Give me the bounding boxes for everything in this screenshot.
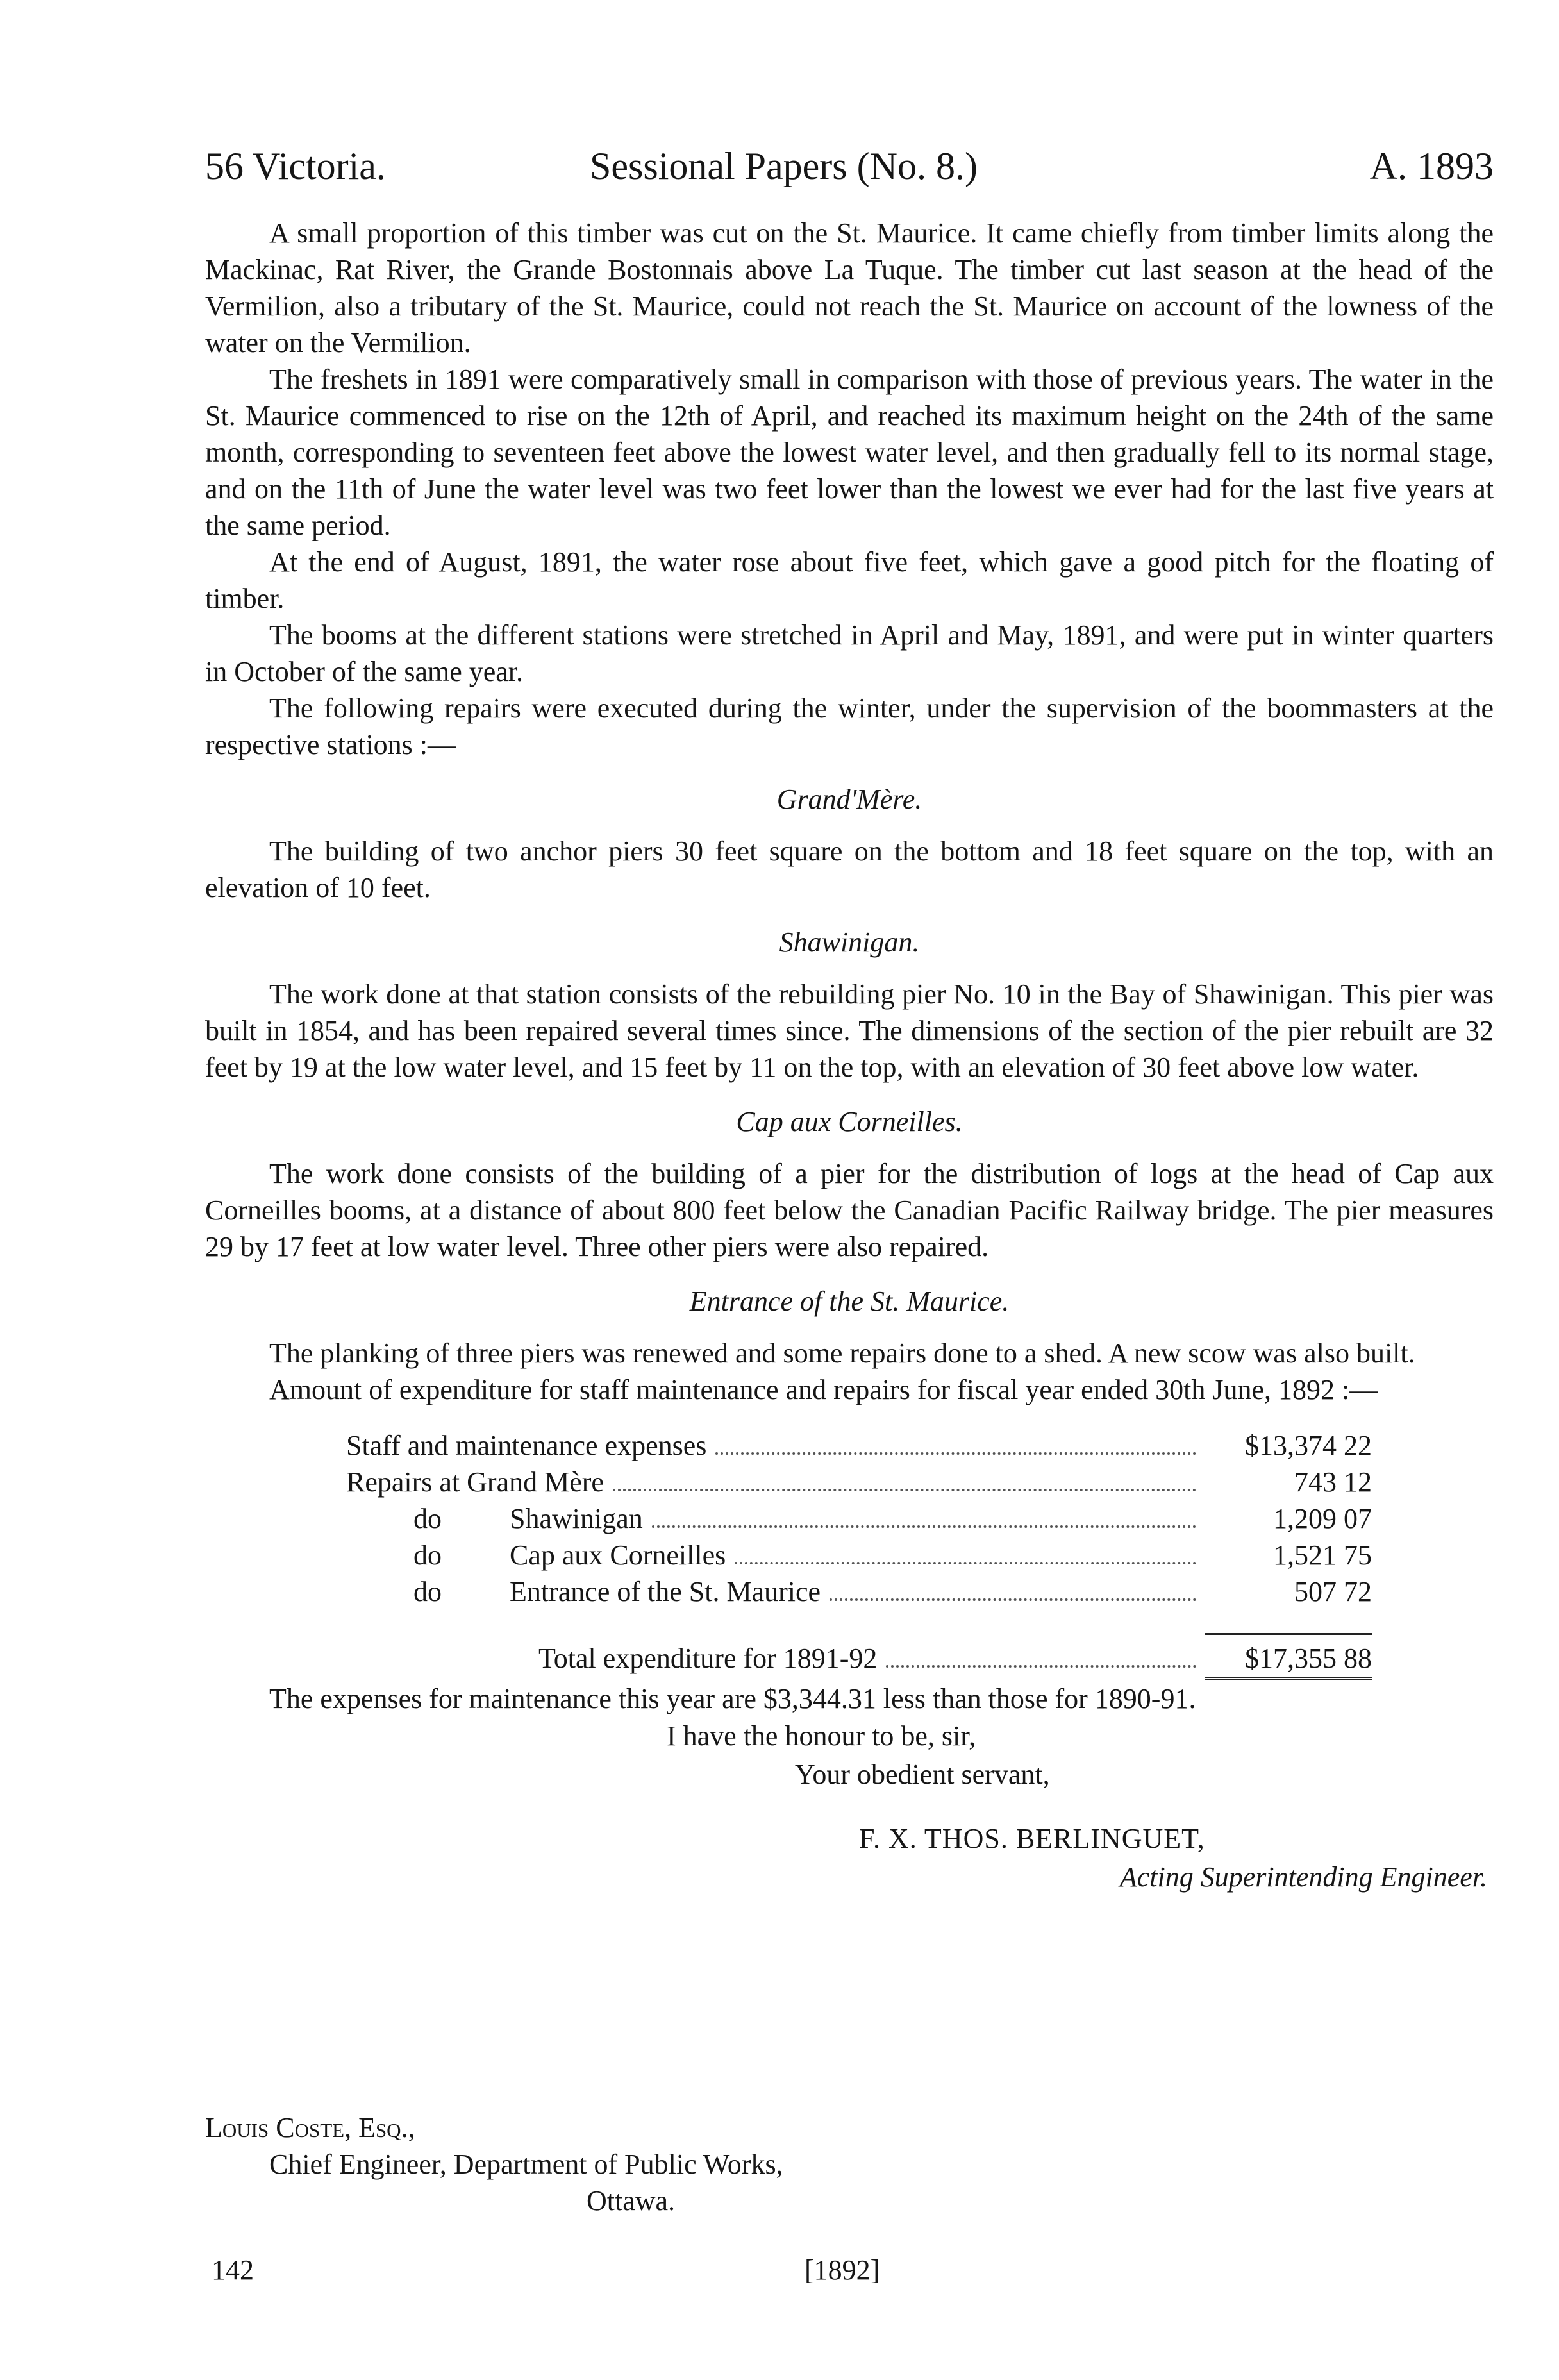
section-heading-shawinigan: Shawinigan.: [779, 926, 920, 958]
row-amount: 1,521 75: [1273, 1539, 1372, 1571]
ditto-mark: do: [413, 1576, 442, 1607]
leader-dots: [652, 1525, 1196, 1528]
section-heading-cap-aux-corneilles: Cap aux Corneilles.: [736, 1106, 963, 1137]
section-text-shawinigan: The work done at that station consists of the rebuilding pier No. 10 in the Bay of Shawinigan. This pier was built in 1854, and has been repaired several times since. The dimensions of the section of the pier rebuilt are 32 feet by 19 at the low water level, and 15 feet by 11 on the top, with an elevation of 30 feet above low water.: [205, 978, 1494, 1083]
paragraph: At the end of August, 1891, the water rose about five feet, which gave a good pitch for the floating of timber.: [205, 546, 1494, 614]
table-row: [346, 1537, 1372, 1573]
total-label: Total expenditure for 1891-92: [538, 1643, 878, 1674]
signature-title: Acting Superintending Engineer.: [1119, 1861, 1487, 1893]
addressee-block: [205, 2109, 783, 2219]
table-row: [346, 1500, 1372, 1537]
row-label: Shawinigan: [510, 1503, 643, 1534]
leader-dots: [715, 1452, 1196, 1455]
addressee-city: Ottawa.: [587, 2185, 676, 2217]
section-text-entrance: The planking of three piers was renewed and some repairs done to a shed. A new scow was also built.: [269, 1337, 1415, 1369]
table-row: [346, 1427, 1372, 1464]
row-label: Staff and maintenance expenses: [346, 1430, 707, 1461]
ditto-mark: do: [413, 1503, 442, 1534]
closing-salutation: I have the honour to be, sir,: [667, 1720, 976, 1752]
leader-dots: [735, 1562, 1196, 1564]
leader-dots: [886, 1665, 1196, 1668]
row-label: Repairs at Grand Mère: [346, 1466, 604, 1498]
header-volume: 56 Victoria.: [205, 145, 386, 187]
expenditure-table: [346, 1427, 1372, 1680]
row-amount: 743 12: [1294, 1466, 1372, 1498]
expenditure-intro: Amount of expenditure for staff maintenance and repairs for fiscal year ended 30th June, 1892 :—: [269, 1374, 1378, 1405]
total-row: [346, 1624, 1372, 1680]
page-number: 142: [212, 2254, 254, 2286]
addressee-name: Louis Coste, Esq.,: [205, 2112, 415, 2143]
row-label: Cap aux Corneilles: [510, 1539, 726, 1571]
header-year: A. 1893: [1369, 145, 1494, 187]
table-row: [346, 1573, 1372, 1610]
running-header: [205, 144, 1494, 196]
closing-servant: Your obedient servant,: [795, 1759, 1050, 1790]
closing-block: [205, 1717, 1494, 1897]
section-text-grand-mere: The building of two anchor piers 30 feet square on the bottom and 18 feet square on the top, with an elevation of 10 feet.: [205, 835, 1494, 903]
total-amount: $17,355 88: [1205, 1633, 1372, 1680]
section-text-cap-aux-corneilles: The work done consists of the building of a pier for the distribution of logs at the head of Cap aux Corneilles booms, at a distance of about 800 feet below the Canadian Pacific Railway bridge. The pier measures 29 by 17 feet at low water level. Three other piers were also repaired.: [205, 1158, 1494, 1262]
paragraph: A small proportion of this timber was cut on the St. Maurice. It came chiefly from timber limits along the Mackinac, Rat River, the Grande Bostonnais above La Tuque. The timber cut last season at the head of the Vermilion, also a tributary of the St. Maurice, could not reach the St. Maurice on account of the lowness of the water on the Vermilion.: [205, 217, 1494, 358]
footer-year: [1892]: [805, 2254, 880, 2286]
paragraph: The following repairs were executed during the winter, under the supervision of the boommasters at the respective stations :—: [205, 692, 1494, 760]
maintenance-note: The expenses for maintenance this year are $3,344.31 less than those for 1890-91.: [269, 1683, 1196, 1714]
leader-dots: [613, 1489, 1196, 1491]
report-body: [205, 215, 1494, 1897]
section-heading-grand-mere: Grand'Mère.: [776, 784, 922, 815]
row-amount: 507 72: [1294, 1576, 1372, 1607]
signature-name: F. X. THOS. BERLINGUET,: [859, 1823, 1205, 1854]
leader-dots: [830, 1598, 1196, 1601]
row-label: Entrance of the St. Maurice: [510, 1576, 821, 1607]
table-row: [346, 1464, 1372, 1500]
ditto-mark: do: [413, 1539, 442, 1571]
paragraph: The booms at the different stations were stretched in April and May, 1891, and were put in winter quarters in October of the same year.: [205, 619, 1494, 687]
row-amount: 1,209 07: [1273, 1503, 1372, 1534]
paragraph: The freshets in 1891 were comparatively small in comparison with those of previous years. The water in the St. Maurice commenced to rise on the 12th of April, and reached its maximum height on the 24th of the same month, corresponding to seventeen feet above the lowest water level, and then gradually fell to its normal stage, and on the 11th of June the water level was two feet lower than the lowest we ever had for the last five years at the same period.: [205, 364, 1494, 541]
header-title: Sessional Papers (No. 8.): [590, 145, 978, 187]
addressee-position: Chief Engineer, Department of Public Works,: [269, 2149, 783, 2180]
row-amount: $13,374 22: [1245, 1430, 1372, 1461]
section-heading-entrance: Entrance of the St. Maurice.: [689, 1286, 1010, 1317]
